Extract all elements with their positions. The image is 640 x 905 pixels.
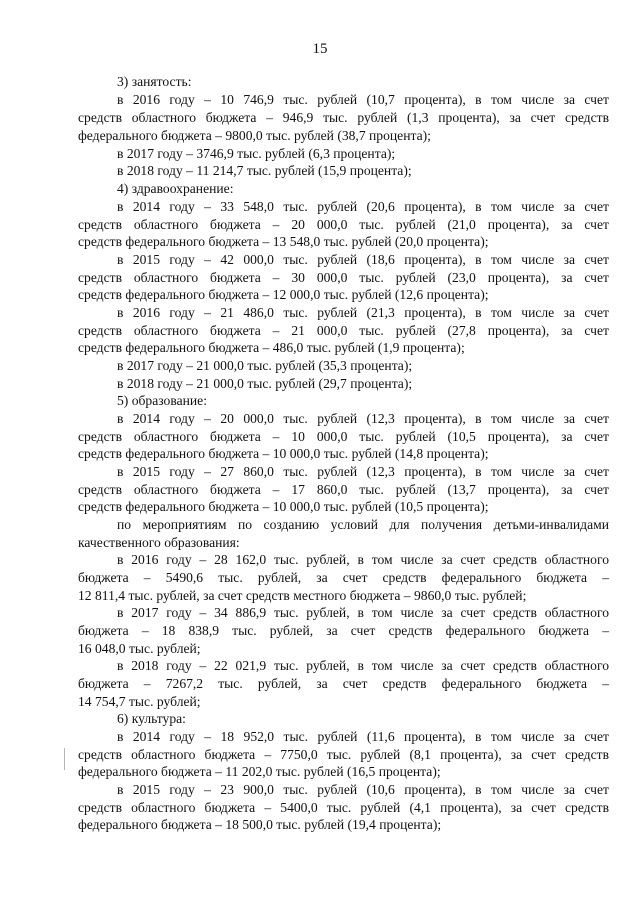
text-line: в 2016 году – 10 746,9 тыс. рублей (10,7 процента), в том числе за счет (117, 92, 609, 107)
text-line: средств федерального бюджета – 486,0 тыс. рублей (1,9 процента); (78, 340, 465, 355)
text-line: средств федерального бюджета – 13 548,0 тыс. рублей (20,0 процента); (78, 234, 489, 249)
text-line: 12 811,4 тыс. рублей, за счет средств местного бюджета – 9860,0 тыс. рублей; (78, 588, 527, 603)
text-line: 3) занятость: (117, 74, 192, 89)
text-line: 16 048,0 тыс. рублей; (78, 641, 201, 656)
text-line: средств областного бюджета – 21 000,0 тыс. рублей (27,8 процента), за счет (78, 323, 609, 338)
text-line: средств областного бюджета – 30 000,0 тыс. рублей (23,0 процента), за счет (78, 270, 609, 285)
text-line: средств федерального бюджета – 10 000,0 тыс. рублей (10,5 процента); (78, 499, 489, 514)
text-line: средств областного бюджета – 946,9 тыс. рублей (1,3 процента), за счет средств (78, 110, 609, 125)
text-line: 6) культура: (117, 711, 186, 726)
text-line: федерального бюджета – 11 202,0 тыс. рублей (16,5 процента); (78, 764, 441, 779)
text-line: в 2017 году – 3746,9 тыс. рублей (6,3 процента); (117, 146, 396, 161)
text-line: средств областного бюджета – 5400,0 тыс. рублей (4,1 процента), за счет средств (78, 800, 609, 815)
text-line: бюджета – 5490,6 тыс. рублей, за счет средств федерального бюджета – (78, 570, 609, 585)
text-line: в 2016 году – 28 162,0 тыс. рублей, в том числе за счет средств областного (117, 552, 609, 567)
text-line: средств областного бюджета – 10 000,0 тыс. рублей (10,5 процента), за счет (78, 429, 609, 444)
text-line: в 2018 году – 11 214,7 тыс. рублей (15,9 процента); (117, 163, 412, 178)
text-line: средств областного бюджета – 7750,0 тыс. рублей (8,1 процента), за счет средств (78, 747, 609, 762)
text-line: в 2014 году – 20 000,0 тыс. рублей (12,3 процента), в том числе за счет (117, 411, 609, 426)
text-line: 4) здравоохранение: (117, 181, 234, 196)
text-line: в 2018 году – 21 000,0 тыс. рублей (29,7 процента); (117, 376, 413, 391)
text-line: в 2017 году – 34 886,9 тыс. рублей, в том числе за счет средств областного (117, 605, 609, 620)
text-line: средств федерального бюджета – 10 000,0 тыс. рублей (14,8 процента); (78, 446, 489, 461)
text-line: в 2018 году – 22 021,9 тыс. рублей, в том числе за счет средств областного (117, 658, 609, 673)
text-line: 5) образование: (117, 393, 207, 408)
text-line: бюджета – 7267,2 тыс. рублей, за счет средств федерального бюджета – (78, 676, 609, 691)
margin-mark (64, 748, 65, 770)
text-line: средств областного бюджета – 20 000,0 тыс. рублей (21,0 процента), за счет (78, 217, 609, 232)
page-number: 15 (312, 41, 328, 57)
text-line: в 2015 году – 42 000,0 тыс. рублей (18,6 процента), в том числе за счет (117, 252, 609, 267)
text-line: качественного образования: (78, 535, 240, 550)
text-line: в 2014 году – 33 548,0 тыс. рублей (20,6 процента), в том числе за счет (117, 199, 609, 214)
text-line: 14 754,7 тыс. рублей; (78, 694, 201, 709)
text-line: в 2015 году – 27 860,0 тыс. рублей (12,3 процента), в том числе за счет (117, 464, 609, 479)
text-line: бюджета – 18 838,9 тыс. рублей, за счет средств федерального бюджета – (78, 623, 609, 638)
text-line: по мероприятиям по созданию условий для получения детьми-инвалидами (117, 517, 609, 532)
text-line: средств федерального бюджета – 12 000,0 тыс. рублей (12,6 процента); (78, 287, 489, 302)
text-line: федерального бюджета – 9800,0 тыс. рублей (38,7 процента); (78, 128, 431, 143)
text-line: средств областного бюджета – 17 860,0 тыс. рублей (13,7 процента), за счет (78, 482, 609, 497)
text-line: в 2015 году – 23 900,0 тыс. рублей (10,6 процента), в том числе за счет (117, 782, 609, 797)
text-line: в 2017 году – 21 000,0 тыс. рублей (35,3 процента); (117, 358, 413, 373)
text-line: федерального бюджета – 18 500,0 тыс. рублей (19,4 процента); (78, 817, 442, 832)
text-line: в 2014 году – 18 952,0 тыс. рублей (11,6 процента), в том числе за счет (117, 729, 609, 744)
text-line: в 2016 году – 21 486,0 тыс. рублей (21,3 процента), в том числе за счет (117, 305, 609, 320)
